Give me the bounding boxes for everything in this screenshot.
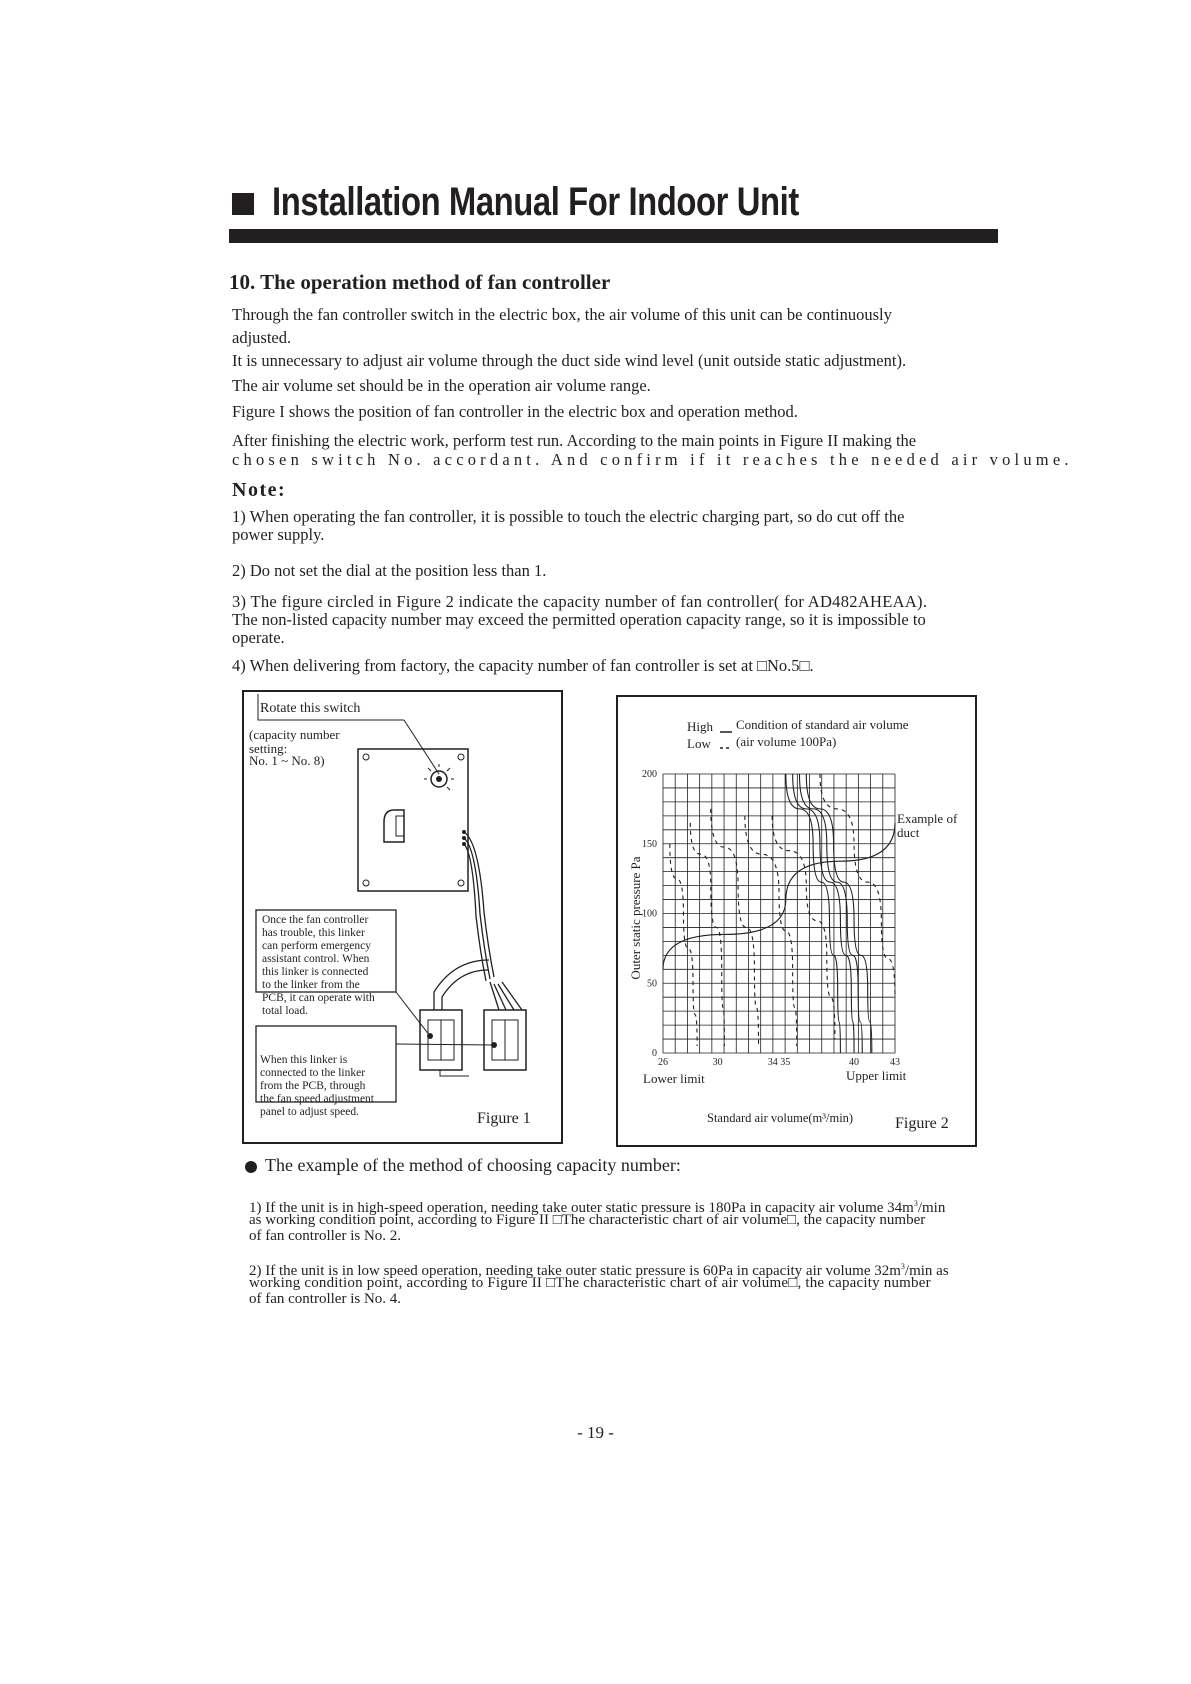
legend-text-1: Condition of standard air volume	[736, 717, 909, 732]
section-title: 10. The operation method of fan controller	[229, 270, 611, 294]
example-duct-line: duct	[897, 825, 920, 840]
example-title: The example of the method of choosing capacity number:	[265, 1155, 681, 1175]
paragraph: Figure I shows the position of fan controller in the electric box and operation method.	[232, 402, 798, 421]
box1-line: Once the fan controller	[262, 914, 369, 926]
x-axis-label: Standard air volume(m³/min)	[707, 1111, 854, 1125]
y-tick-label: 50	[647, 978, 657, 990]
example-item-1-line: of fan controller is No. 2.	[249, 1228, 402, 1244]
x-tick-label: 26	[658, 1057, 668, 1068]
y-tick-label: 150	[642, 838, 657, 850]
example-item-2: 2) If the unit is in low speed operation, needing take outer static pressure is 60Pa in capacity air volume $32m^3/\min$ as	[249, 1262, 949, 1279]
note-title: Note:	[232, 479, 287, 501]
bullet-icon	[245, 1161, 257, 1173]
legend-text-2: (air volume 100Pa)	[736, 734, 837, 749]
header-rule	[229, 229, 998, 243]
box1-line: to the linker from the	[262, 979, 360, 991]
paragraph: It is unnecessary to adjust air volume through the duct side wind level (unit outside static adjustment).	[232, 351, 907, 370]
box1-line: has trouble, this linker	[262, 927, 365, 939]
note-item: operate.	[232, 628, 285, 647]
y-tick-label: 200	[642, 769, 657, 780]
x-tick-label: 40	[849, 1057, 860, 1068]
low-curve	[670, 844, 697, 1046]
x-tick-label: 34 35	[767, 1057, 791, 1068]
example-item-1: 1) If the unit is in high-speed operation, needing take outer static pressure is 180Pa in capacity air volume $34m^3/\min$	[249, 1199, 946, 1216]
figure-2-caption: Figure 2	[895, 1115, 949, 1132]
note-item: power supply.	[232, 525, 325, 544]
note-item: 1) When operating the fan controller, it is possible to touch the electric charging part, so do cut off the	[232, 507, 905, 526]
page-title: Installation Manual For Indoor Unit	[272, 180, 799, 224]
note-item: 4) When delivering from factory, the capacity number of fan controller is set at □No.5□.	[232, 656, 814, 675]
example-item-2-line: working condition point, according to Figure II □The characteristic chart of air volume□, the capacity number	[249, 1275, 931, 1291]
paragraph: The air volume set should be in the operation air volume range.	[232, 376, 651, 395]
capacity-label-line: setting:	[249, 741, 288, 756]
rotate-switch-label: Rotate this switch	[260, 701, 361, 716]
note-item: 3) The figure circled in Figure 2 indicate the capacity number of fan controller( for AD482AHEAA).	[232, 592, 928, 611]
capacity-label-line: (capacity number	[249, 727, 340, 742]
example-item-2-line: of fan controller is No. 4.	[249, 1291, 402, 1307]
box1-line: can perform emergency	[262, 940, 371, 952]
example-item-1-line: as working condition point, according to Figure II □The characteristic chart of air volume□, the capacity number	[249, 1212, 926, 1228]
page-number: - 19 -	[577, 1423, 614, 1442]
box1-line: assistant control. When	[262, 953, 370, 965]
example-duct-line: Example of	[897, 811, 958, 826]
x-tick-label: 43	[890, 1057, 900, 1068]
x-tick-label: 30	[712, 1057, 723, 1068]
paragraph: After finishing the electric work, perform test run. According to the main points in Figure II making the	[232, 431, 917, 450]
box2-line: connected to the linker	[260, 1067, 366, 1079]
box2-line: from the PCB, through	[260, 1080, 366, 1092]
duct-curve	[663, 823, 895, 969]
y-tick-label: 100	[642, 908, 657, 920]
y-axis-label: Outer static pressure Pa	[628, 856, 643, 980]
lower-limit-label: Lower limit	[643, 1071, 705, 1086]
capacity-label-line: No. 1 ~ No. 8)	[249, 753, 325, 768]
note-item: The non-listed capacity number may exceed the permitted operation capacity range, so it is impossible to	[232, 610, 926, 629]
legend-high: High	[687, 719, 713, 734]
upper-limit-label: Upper limit	[846, 1068, 907, 1083]
box1-line: total load.	[262, 1005, 308, 1017]
paragraph: Through the fan controller switch in the electric box, the air volume of this unit can be continuously	[232, 305, 892, 324]
header-square-icon	[232, 193, 254, 215]
box1-line: PCB, it can operate with	[262, 992, 375, 1004]
paragraph: adjusted.	[232, 328, 292, 347]
legend-low: Low	[687, 736, 711, 751]
paragraph: chosen switch No. accordant. And confirm if it reaches the needed air volume.	[232, 450, 1073, 469]
y-tick-label: 0	[652, 1048, 657, 1059]
note-item: 2) Do not set the dial at the position less than 1.	[232, 561, 547, 580]
box2-line: panel to adjust speed.	[260, 1106, 360, 1118]
box1-line: this linker is connected	[262, 966, 369, 978]
figure-1-caption: Figure 1	[477, 1110, 531, 1127]
figure-1	[242, 690, 563, 1144]
figure-2	[616, 695, 977, 1147]
box2-line: When this linker is	[260, 1054, 348, 1066]
box2-line: the fan speed adjustment	[260, 1093, 375, 1105]
